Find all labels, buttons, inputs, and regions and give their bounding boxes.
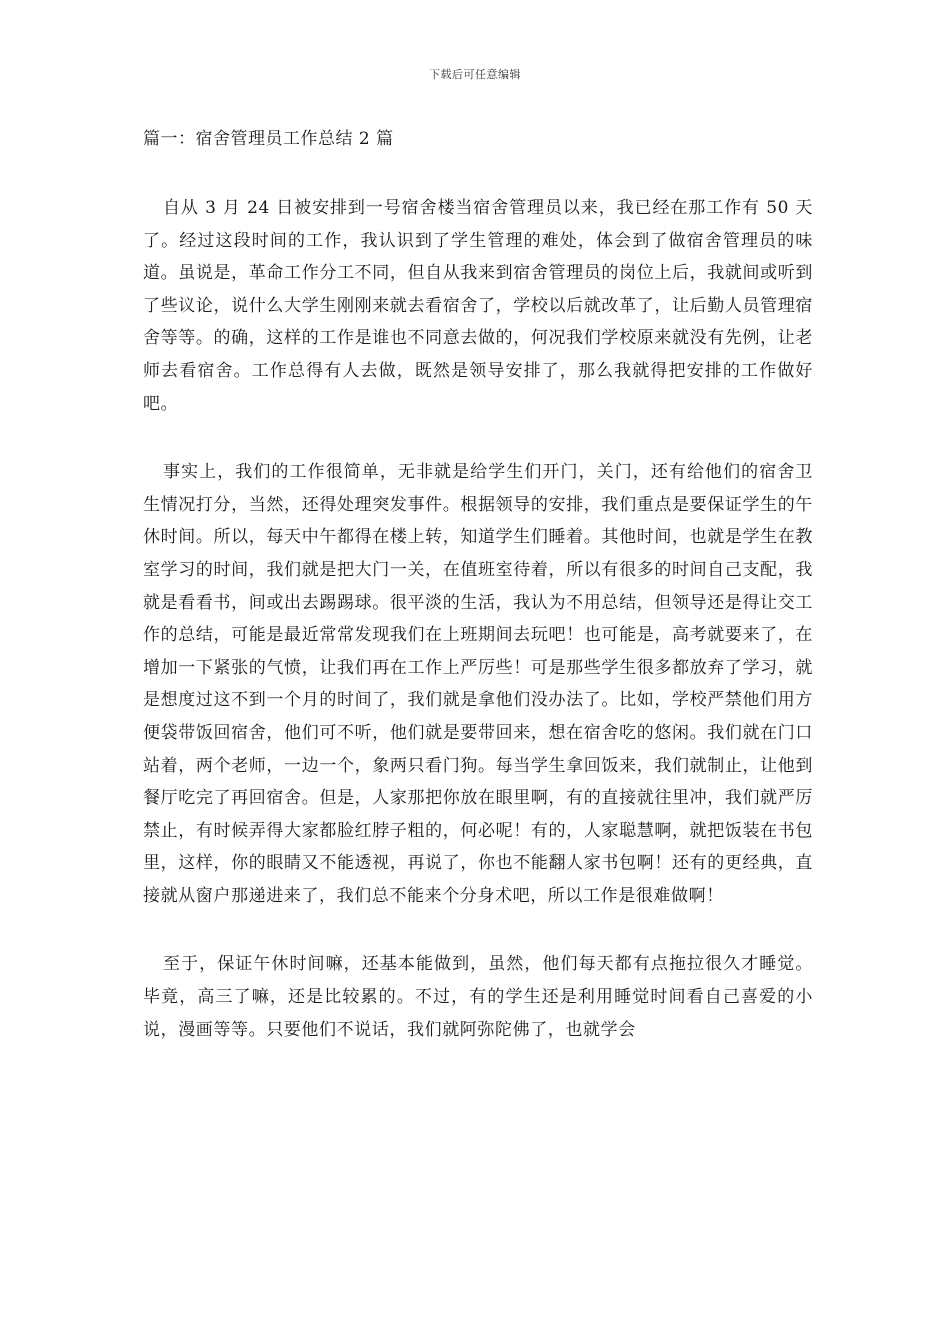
document-title: 篇一：宿舍管理员工作总结 2 篇 [143, 129, 394, 149]
paragraph: 自从 3 月 24 日被安排到一号宿舍楼当宿舍管理员以来，我已经在那工作有 50 天了。经过这段时间的工作，我认识到了学生管理的难处，体会到了做宿舍管理员的味道。虽说是，革命工作分工不同，但自从我来到宿舍管理员的岗位上后，我就间或听到了些议论，说什么大学生刚刚来就去看宿舍了，学校以后就改革了，让后勤人员管理宿舍等等。的确，这样的工作是谁也不同意去做的，何况我们学校原来就没有先例，让老师去看宿舍。工作总得有人去做，既然是领导安排了，那么我就得把安排的工作做好吧。 [143, 198, 813, 414]
paragraph: 至于，保证午休时间嘛，还基本能做到，虽然，他们每天都有点拖拉很久才睡觉。毕竟，高三了嘛，还是比较累的。不过，有的学生还是利用睡觉时间看自己喜爱的小说，漫画等等。只要他们不说话，我们就阿弥陀佛了，也就学会 [143, 954, 813, 1040]
paragraph: 事实上，我们的工作很简单，无非就是给学生们开门，关门，还有给他们的宿舍卫生情况打分，当然，还得处理突发事件。根据领导的安排，我们重点是要保证学生的午休时间。所以，每天中午都得在楼上转，知道学生们睡着。其他时间，也就是学生在教室学习的时间，我们就是把大门一关，在值班室待着，所以有很多的时间自己支配，我就是看看书，间或出去踢踢球。很平淡的生活，我认为不用总结，但领导还是得让交工作的总结，可能是最近常常发现我们在上班期间去玩吧！也可能是，高考就要来了，在增加一下紧张的气愤，让我们再在工作上严厉些！可是那些学生很多都放弃了学习，就是想度过这不到一个月的时间了，我们就是拿他们没办法了。比如，学校严禁他们用方便袋带饭回宿舍，他们可不听，他们就是要带回来，想在宿舍吃的悠闲。我们就在门口站着，两个老师，一边一个，象两只看门狗。每当学生拿回饭来，我们就制止，让他到餐厅吃完了再回宿舍。但是，人家那把你放在眼里啊，有的直接就往里冲，我们就严厉禁止，有时候弄得大家都脸红脖子粗的，何必呢！有的，人家聪慧啊，就把饭装在书包里，这样，你的眼睛又不能透视，再说了，你也不能翻人家书包啊！还有的更经典，直接就从窗户那递进来了，我们总不能来个分身术吧，所以工作是很难做啊！ [143, 462, 813, 906]
document-body [143, 192, 813, 1082]
header-note: 下载后可任意编辑 [429, 68, 521, 81]
